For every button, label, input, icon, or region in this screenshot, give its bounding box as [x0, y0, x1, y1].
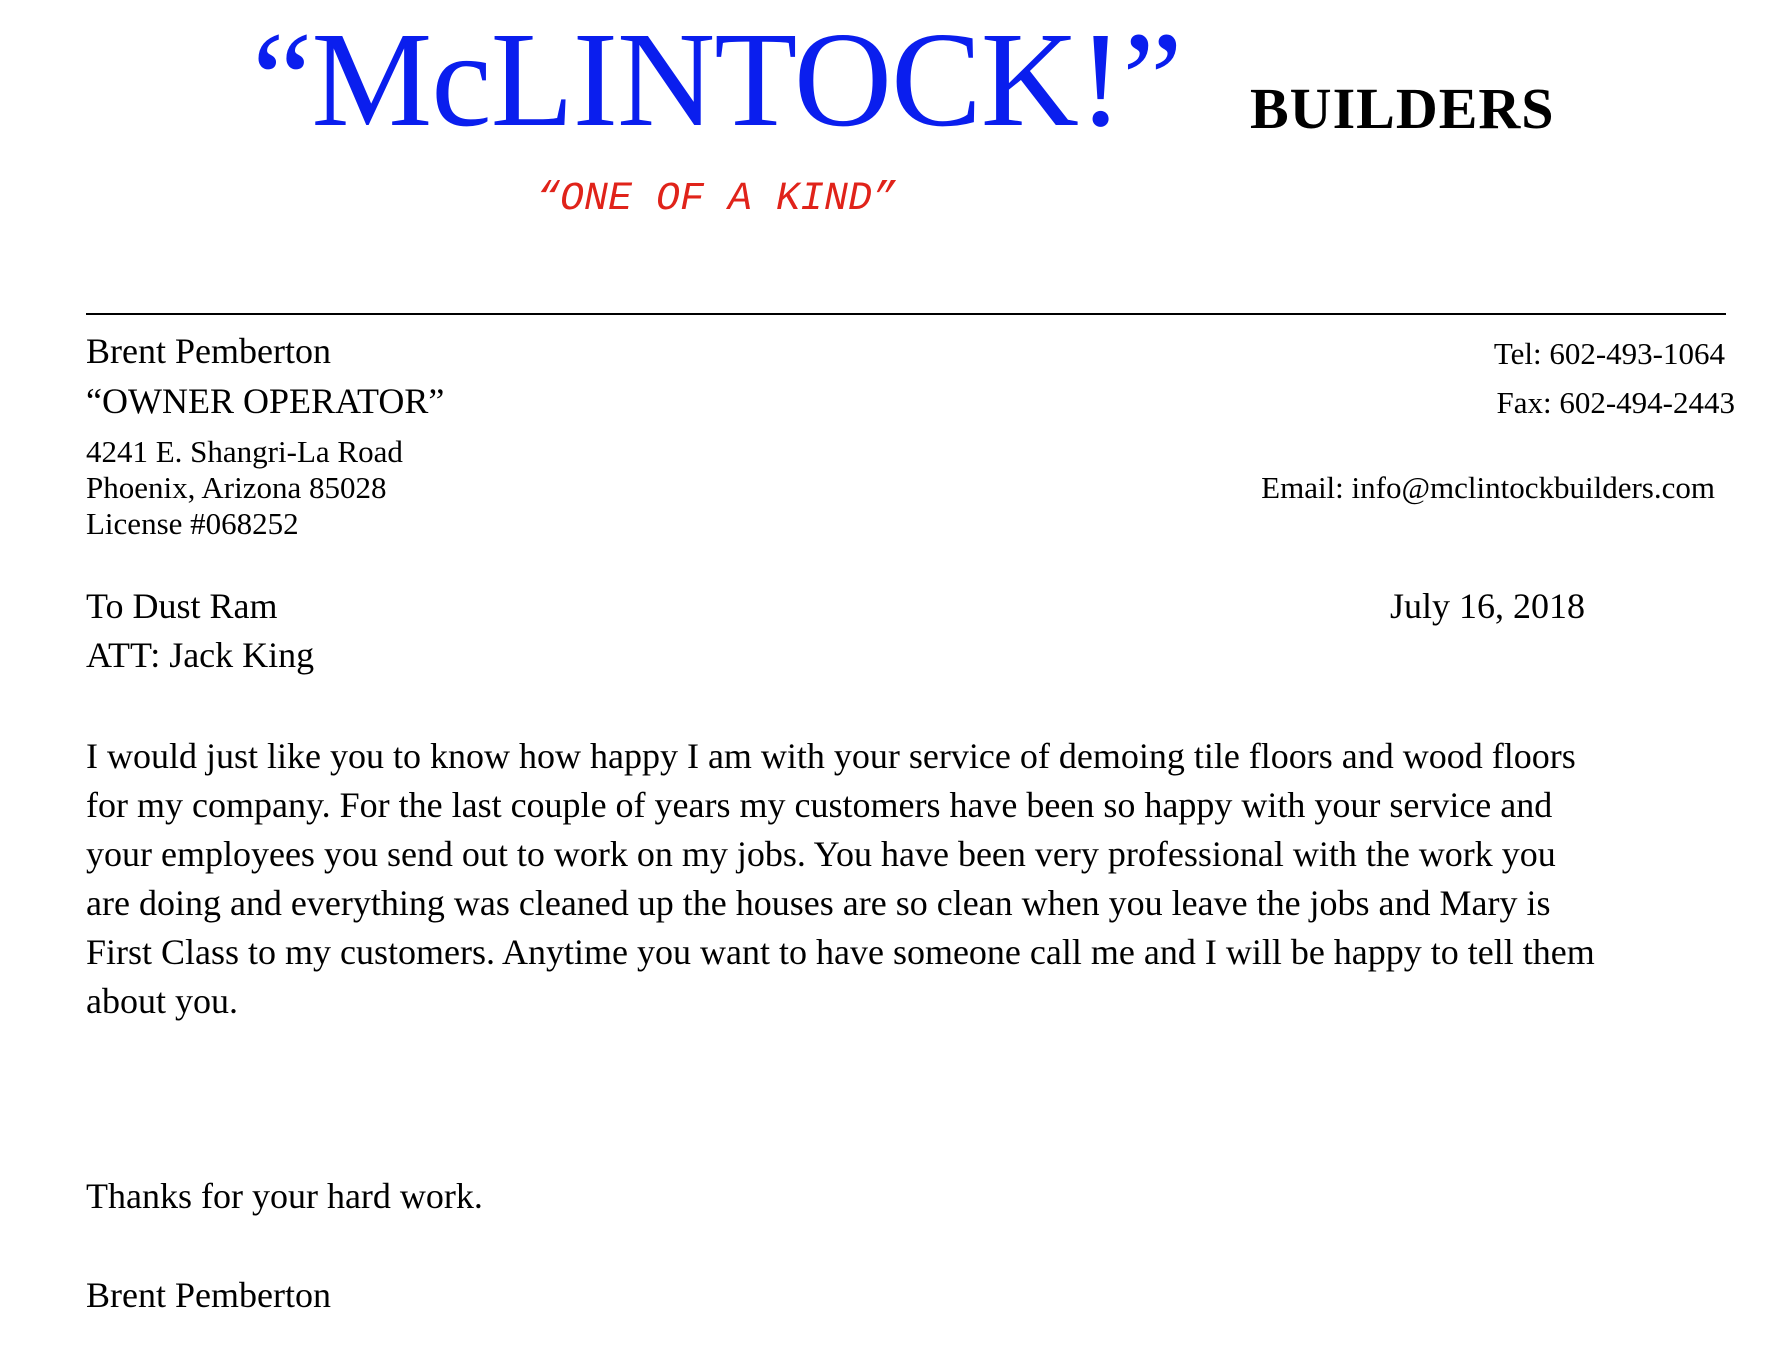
sender-title: “OWNER OPERATOR”: [86, 381, 445, 421]
contact-email: Email: info@mclintockbuilders.com: [1261, 470, 1715, 505]
sender-city-state-zip: Phoenix, Arizona 85028: [86, 470, 387, 505]
body-line: are doing and everything was cleaned up the houses are so clean when you leave the jobs and Mary is: [86, 883, 1551, 923]
contact-phone: Tel: 602-493-1064: [1493, 336, 1725, 371]
sender-name: Brent Pemberton: [86, 331, 331, 371]
letter-closing: Thanks for your hard work.: [86, 1176, 483, 1216]
sender-street-address: 4241 E. Shangri-La Road: [86, 434, 403, 469]
letter-signature: Brent Pemberton: [86, 1275, 331, 1315]
company-suffix: BUILDERS: [1250, 76, 1555, 141]
contact-fax: Fax: 602-494-2443: [1496, 385, 1735, 420]
recipient-attention: ATT: Jack King: [86, 635, 315, 675]
body-line: your employees you send out to work on my jobs. You have been very professional with the work you: [86, 834, 1556, 874]
body-line: about you.: [86, 981, 238, 1021]
letterhead-divider: [86, 313, 1726, 315]
recipient-name: To Dust Ram: [86, 586, 278, 626]
sender-license: License #068252: [86, 506, 299, 541]
company-tagline: “ONE OF A KIND”: [536, 177, 897, 222]
company-name: “McLINTOCK!”: [252, 5, 1182, 155]
body-line: I would just like you to know how happy I am with your service of demoing tile floors and wood floors: [86, 736, 1576, 776]
letter-date: July 16, 2018: [1389, 586, 1585, 626]
body-line: First Class to my customers. Anytime you want to have someone call me and I will be happy to tell them: [86, 932, 1595, 972]
body-line: for my company. For the last couple of years my customers have been so happy with your service and: [86, 785, 1553, 825]
letter-body: [86, 732, 1766, 1026]
